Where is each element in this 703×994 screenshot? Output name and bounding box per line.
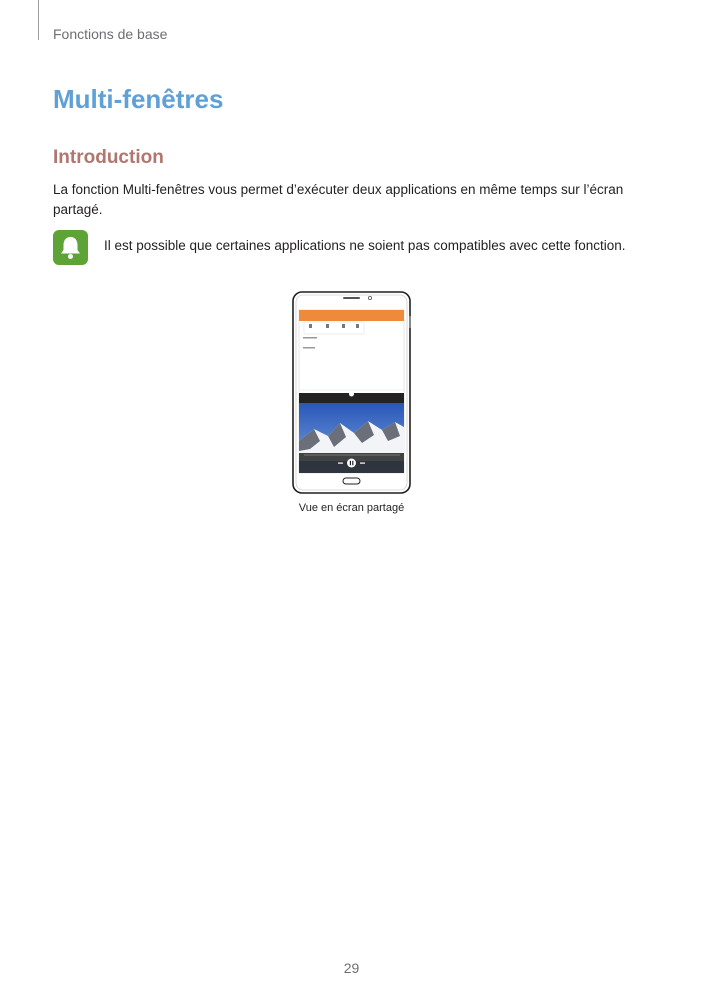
note-text: Il est possible que certaines applications ne soient pas compatibles avec cette fonction. [104, 238, 626, 253]
header-divider [38, 0, 39, 40]
bell-icon [53, 230, 88, 265]
page-title: Multi-fenêtres [53, 84, 224, 114]
tablet-illustration [292, 291, 411, 494]
section-label: Fonctions de base [53, 26, 168, 42]
page-number: 29 [343, 960, 360, 976]
figure-caption: Vue en écran partagé [298, 502, 405, 514]
introduction-heading: Introduction [53, 147, 164, 168]
introduction-text: La fonction Multi-fenêtres vous permet d’exécuter deux applications en même temps sur l’écran partagé. [53, 182, 624, 217]
